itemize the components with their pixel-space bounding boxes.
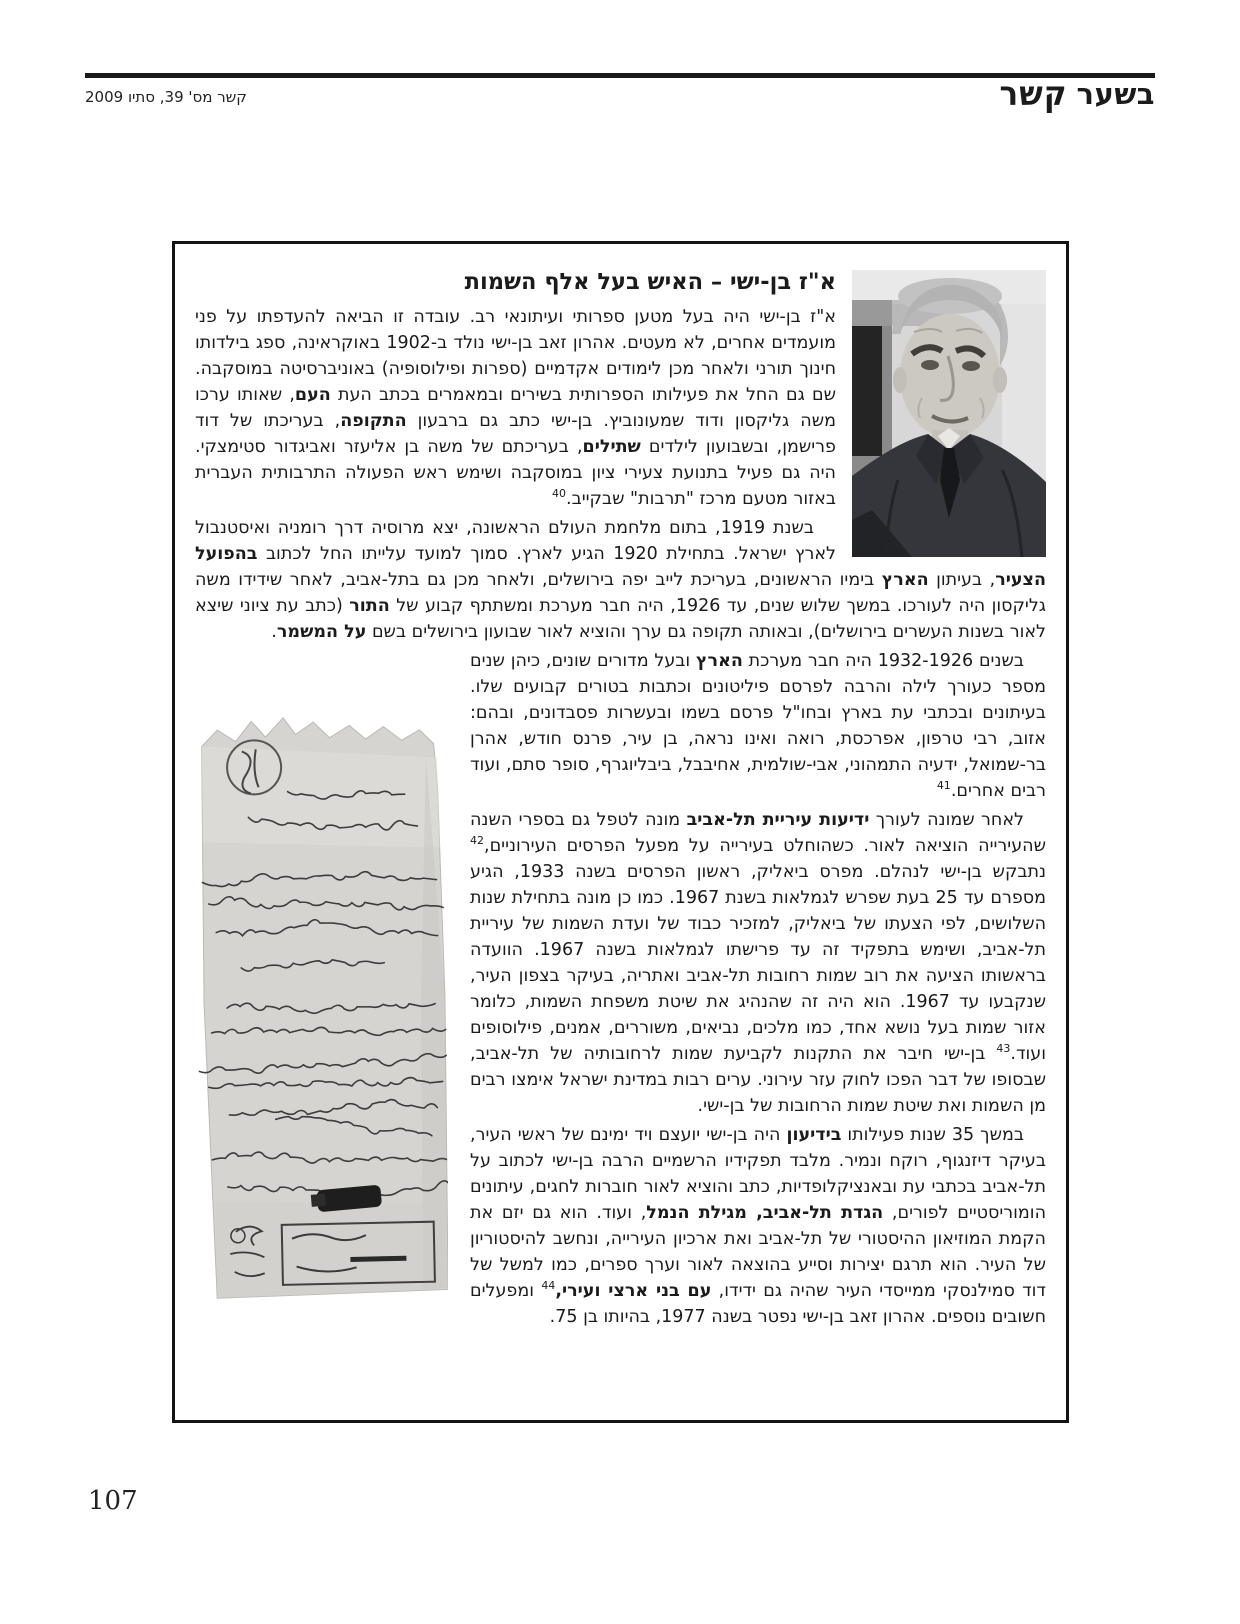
issue-info: קשר מס' 39, סתיו 2009 xyxy=(85,88,247,106)
article-paragraph: א"ז בן-ישי היה בעל מטען ספרותי ועיתונאי רב. עובדה זו הביאה להעדפתו על פני מועמדים אחרים, לא מעטים. אהרון זאב בן-ישי נולד ב-1902 באוקראינה, ספג בילדותו חינוך תורני ולאחר מכן לימודים אקדמיים (ספרות ופילוסופיה) באוניברסיטה במוסקבה. שם גם החל את פעילותו הספרותית בשירים ובמאמרים בכתב העת העם, שאותו ערכו משה גליקסון ודוד שמעונוביץ. בן-ישי כתב גם ברבעון התקופה, בעריכתו של דוד פרישמן, ובשבועון לילדים שתילים, בעריכתם של משה בן אליעזר ואביגדור סטימצקי. היה גם פעיל בתנועת צעירי ציון במוסקבה ושימש ראש הפעולה התרבותית העברית באזור מטעם מרכז "תרבות" שבקייב.$^{40}$ xyxy=(195,307,837,510)
article-paragraph: לאחר שמונה לעורך ידיעות עיריית תל-אביב מונה לטפל גם בספרי השנה שהעירייה הוציאה לאור. כשהוחלט בעירייה על מפעל הפרסים העירוניים,$^{42}$ נתבקש בן-ישי לנהלם. מפרס ביאליק, ראשון הפרסים בשנה 1933, הגיע מספרם עד 25 בעת שפרש לגמלאות בשנת 1967. כמו כן מונה בתחילת שנות השלושים, לפי הצעתו של ביאליק, למזכיר כבוד של ועדת השמות של עיריית תל-אביב, ושימש בתפקיד זה עד פרישתו לגמלאות בשנה 1967. הוועדה בראשותו הציעה את רוב שמות רחובות תל-אביב ואתריה, בעיקר בצפון העיר, שנקבעו עד 1967. הוא היה זה שהנהיג את שיטת משפחת השמות, כלומר אזור שמות בעל נושא אחד, כמו מלכים, נביאים, משוררים, אמנים, פילוסופים ועוד.$^{43}$ בן-ישי חיבר את התקנות לקביעת שמות לרחובותיה של תל-אביב, שבסופו של דבר הפכו לחוק עזר עירוני. ערים רבות במדינת ישראל אימצו רבים מן השמות ואת שיטת שמות הרחובות של בן-ישי. xyxy=(470,810,1047,1117)
article-box xyxy=(172,241,1069,1423)
handwritten-letter-image xyxy=(195,700,448,1300)
article-paragraph: בשנים 1932-1926 היה חבר מערכת הארץ ובעל מדורים שונים, כיהן שנים מספר כעורך לילה והרבה לפרסם פיליטונים וכתבות בטורים קבועים שלו. בעיתונים ובכתבי עת בארץ ובחו"ל פרסם בשמו ובעשרות פסבדונים, ובהם: אזוב, רבי טרפון, אפרכסת, רואה ואינו נראה, בן עיר, פרנס חודש, אהרן בר-שמואל, ידעיה התמהוני, אבי-שולמית, אחיבבל, ביבליוגרף, סופר סתם, ועוד רבים אחרים.$^{41}$ xyxy=(195,648,1046,804)
article-paragraph: במשך 35 שנות פעילותו בידיעון היה בן-ישי יועצם ויד ימינם של ראשי העיר, בעיקר דיזנגוף, רוקח ונמיר. מלבד תפקידיו הרשמיים הרבה בן-ישי לכתוב על תל-אביב בכתבי עת ובאנציקלופדיות, כתב והוציא לאור חוברות לחגים, עיתונים הומוריסטיים לפורים, הגדת תל-אביב, מגילת הנמל, ועוד. הוא גם יזם את הקמת המוזיאון ההיסטורי של תל-אביב ואת ארכיון העירייה, ונחשב להיסטוריון של העיר. הוא תרגם יצירות וסייע בהוצאה לאור וערך ספרים, כמו למשל של דוד סמילנסקי ממייסדי העיר שהיה גם ידידו, עם בני ארצי ועירי,$^{44}$ ומפעלים חשובים נוספים. אהרון זאב בן-ישי נפטר בשנה 1977, בהיותו בן 75. xyxy=(470,1125,1047,1328)
header-rule xyxy=(85,73,1155,78)
logo-word: בשער xyxy=(1076,77,1155,111)
logo-mark-icon: קשר xyxy=(999,74,1068,114)
portrait-photo xyxy=(852,270,1046,557)
portrait-photo-image xyxy=(852,270,1046,557)
kesher-logo xyxy=(1000,76,1155,112)
article-title: א"ז בן-ישי – האיש בעל אלף השמות xyxy=(464,269,836,295)
page-number: 107 xyxy=(88,1486,138,1516)
article-paragraph: בשנת 1919, בתום מלחמת העולם הראשונה, יצא מרוסיה דרך רומניה ואיסטנבול לארץ ישראל. בתחילת 1920 הגיע לארץ. סמוך למועד עלייתו החל לכתוב בהפועל הצעיר, בעיתון הארץ בימיו הראשונים, בעריכת לייב יפה בירושלים, ולאחר מכן גם בתל-אביב, לאחר שידידו משה גליקסון היה לעורכו. במשך שלוש שנים, עד 1926, היה חבר מערכת ומשתתף קבוע של התור (כתב עת ציוני שיצא לאור בשנות העשרים בירושלים), ובאותה תקופה גם ערך והוציא לאור שבועון בירושלים בשם על המשמר. xyxy=(195,518,1046,643)
